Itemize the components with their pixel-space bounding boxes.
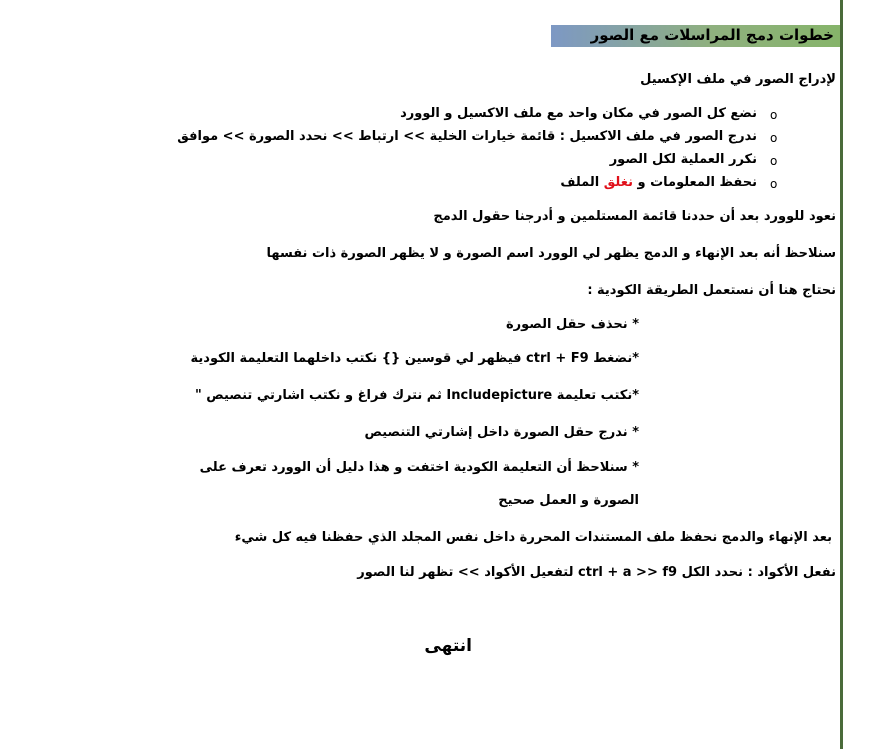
step-4: * ندرج حقل الصورة داخل إشارتي التنصيص xyxy=(364,425,639,440)
right-border-rule xyxy=(840,0,843,749)
bullet-marker-3: o xyxy=(770,154,778,168)
bullet-marker-1: o xyxy=(770,108,778,122)
step-2: *نضغط ctrl + F9 فيظهر لي قوسين {} نكتب داخلهما التعليمة الكودية xyxy=(190,351,639,366)
step-5-continued: الصورة و العمل صحيح xyxy=(498,493,639,508)
page-title: خطوات دمج المراسلات مع الصور xyxy=(590,26,834,44)
bullet-4-pre: نحفظ المعلومات و xyxy=(632,175,757,190)
end-text: انتهى xyxy=(424,636,472,656)
header-bar xyxy=(551,25,840,47)
step-1: * نحذف حقل الصورة xyxy=(505,317,639,332)
highlighted-word: نغلق xyxy=(603,175,633,190)
paragraph-1: نعود للوورد بعد أن حددنا قائمة المستلمين و أدرجنا حقول الدمج xyxy=(433,209,836,224)
bullet-item-3: نكرر العملية لكل الصور xyxy=(609,152,757,167)
step-5: * سنلاحظ أن التعليمة الكودية اختفت و هذا دليل أن الوورد تعرف على xyxy=(199,460,639,475)
paragraph-3: نحتاج هنا أن نستعمل الطريقة الكودية : xyxy=(587,283,836,298)
paragraph-2: سنلاحظ أنه بعد الإنهاء و الدمج يظهر لي الوورد اسم الصورة و لا يظهر الصورة ذات نفسها xyxy=(266,246,836,261)
bullet-marker-4: o xyxy=(770,177,778,191)
bullet-item-4 xyxy=(560,175,757,190)
bullet-marker-2: o xyxy=(770,131,778,145)
closing-paragraph-1: بعد الإنهاء والدمج نحفظ ملف المستندات المحررة داخل نفس المجلد الذي حفظنا فيه كل شيء xyxy=(234,530,832,545)
bullet-4-post: الملف xyxy=(560,175,604,190)
bullet-item-1: نضع كل الصور في مكان واحد مع ملف الاكسيل و الوورد xyxy=(400,106,757,121)
step-3: *نكتب تعليمة Includepicture ثم نترك فراغ و نكتب اشارتي تنصيص " xyxy=(194,388,639,403)
closing-paragraph-2: نفعل الأكواد : نحدد الكل ctrl + a >> f9 لتفعيل الأكواد >> تظهر لنا الصور xyxy=(357,565,836,580)
bullet-item-2: ندرج الصور في ملف الاكسيل : قائمة خيارات الخلية >> ارتباط >> نحدد الصورة >> موافق xyxy=(177,129,757,144)
intro-heading: لإدراج الصور في ملف الإكسيل xyxy=(640,72,836,87)
